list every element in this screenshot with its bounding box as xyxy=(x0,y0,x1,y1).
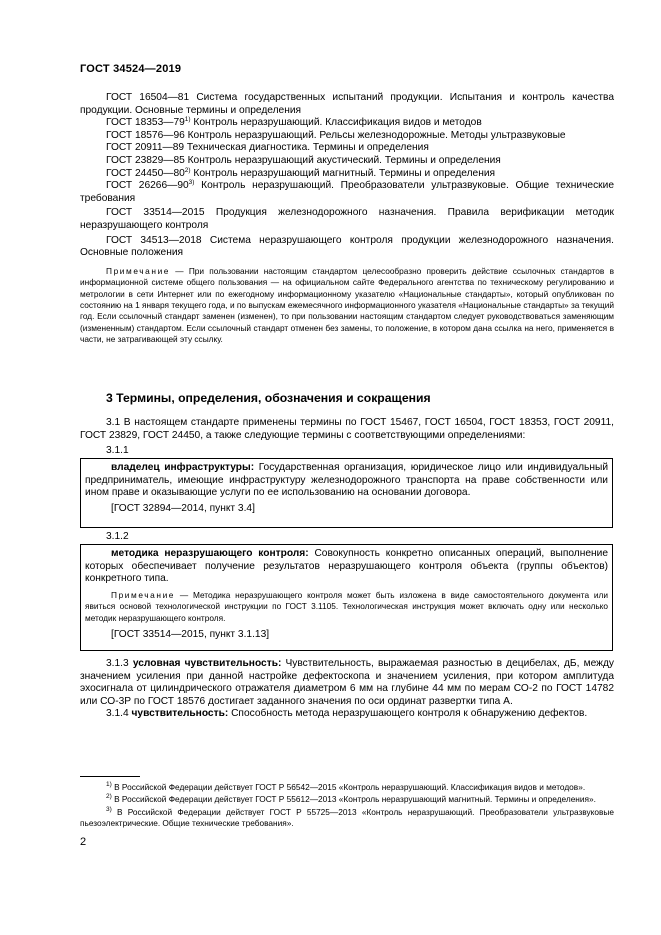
normative-references-list xyxy=(80,92,614,346)
term-name: условная чувствительность: xyxy=(132,658,282,669)
reference-item: ГОСТ 16504—81 Система государственных испытаний продукции. Испытания и контроль качества продукции. Основные термины и определения xyxy=(80,92,614,116)
term-conditional-sensitivity: 3.1.3 условная чувствительность: Чувствительность, выражаемая разностью в децибелах, дБ, между значением усиления при данной настройке дефектоскопа и значением усиления, при котором амплитуда эхосигнала от цилиндрического отражателя диаметром 6 мм на глубине 44 мм по мерам СО-2 по ГОСТ 14782 или СО-3Р по ГОСТ 18576 достигает заданного значения по оси ординат развертки типа А. 3.1.4 чувствительность: Способность метода неразрушающего контроля к обнаружению дефектов. xyxy=(80,658,614,720)
term-name: методика неразрушающего контроля: xyxy=(111,548,309,559)
term-definition: методика неразрушающего контроля: Совокупность конкретно описанных операций, выполнение которых обеспечивает получение результатов неразрушающего контроля объекта (группы объектов) конкретного типа. xyxy=(85,548,608,585)
footnote: $^{2)}$ В Российской Федерации действует ГОСТ Р 55612—2013 «Контроль неразрушающий магнитный. Термины и определения». xyxy=(106,793,596,805)
term-number: 3.1.2 xyxy=(106,531,129,542)
reference-item: ГОСТ 24450—80$^{2)}$ Контроль неразрушающий магнитный. Термины и определения xyxy=(106,166,496,179)
note-label: Примечание xyxy=(111,589,176,600)
term-source-ref: [ГОСТ 32894—2014, пункт 3.4] xyxy=(111,502,255,514)
reference-item: ГОСТ 18353—79$^{1)}$ Контроль неразрушающий. Классификация видов и методов xyxy=(106,116,482,129)
term-number: 3.1.1 xyxy=(106,445,129,456)
term-source-ref: [ГОСТ 33514—2015, пункт 3.1.13] xyxy=(111,629,270,640)
reference-item: ГОСТ 20911—89 Техническая диагностика. Термины и определения xyxy=(106,142,429,154)
term-name: чувствительность: xyxy=(131,708,229,720)
footnote: $^{3)}$ В Российской Федерации действует ГОСТ Р 55725—2013 «Контроль неразрушающий. Преобразователи ультразвуковые пьезоэлектрические. Общие технические требования». xyxy=(80,805,614,829)
footnote: $^{1)}$ В Российской Федерации действует ГОСТ Р 56542—2015 «Контроль неразрушающий. Классификация видов и методов». xyxy=(106,781,586,792)
running-header: ГОСТ 34524—2019 xyxy=(80,63,182,75)
reference-item: ГОСТ 26266—90$^{3)}$ Контроль неразрушающий. Преобразователи ультразвуковые. Общие технические требования xyxy=(80,179,614,204)
reference-item: ГОСТ 23829—85 Контроль неразрушающий акустический. Термины и определения xyxy=(106,154,501,166)
reference-item: ГОСТ 34513—2018 Система неразрушающего контроля продукции железнодорожного назначения. Основные положения xyxy=(80,234,614,259)
footnotes xyxy=(80,782,614,831)
footnote-marker: 2) xyxy=(184,166,191,174)
page-number: 2 xyxy=(80,836,87,848)
term-definition: владелец инфраструктуры: Государственная организация, юридическое лицо или индивидуальный предприниматель, имеющие инфраструктуру железнодорожного транспорта на праве собственности или ином праве и оказывающие услуги по ее использованию на основании договора. xyxy=(85,462,609,499)
footnote-marker: 1) xyxy=(184,116,191,124)
reference-item: ГОСТ 33514—2015 Продукция железнодорожного назначения. Правила верификации методик неразрушающего контроля xyxy=(80,207,614,231)
section-intro: 3.1 В настоящем стандарте применены термины по ГОСТ 15467, ГОСТ 16504, ГОСТ 18353, ГОСТ 20911, ГОСТ 23829, ГОСТ 24450, а также следующие термины с соответствующими определениями: xyxy=(80,417,614,441)
note-paragraph: Примечание — При пользовании настоящим стандартом целесообразно проверить действие ссылочных стандартов в информационной системе общего пользования — на официальном сайте Федерального агентства по техническому регулированию и метрологии в сети Интернет или по ежегодному информационному указателю «Национальные стандарты», который опубликован по состоянию на 1 января текущего года, и по выпускам ежемесячного информационного указателя «Национальные стандарты» за текущий год. Если ссылочный стандарт заменен (изменен), то при пользовании настоящим стандартом следует руководствоваться заменяющим (измененным) стандартом. Если ссылочный стандарт отменен без замены, то положение, в котором дана ссылка на него, применяется в части, не затрагивающей эту ссылку. xyxy=(80,265,614,345)
term-name: владелец инфраструктуры: xyxy=(111,462,255,473)
term-number: 3.1.4 xyxy=(106,708,129,720)
footnote-marker: 3) xyxy=(188,179,195,187)
section-heading: 3 Термины, определения, обозначения и сокращения xyxy=(106,391,431,405)
term-box-ndt-method xyxy=(80,544,613,651)
footnote-separator xyxy=(80,776,140,777)
term-box-infrastructure-owner xyxy=(80,458,613,528)
term-sensitivity: 3.1.4 чувствительность: Способность метода неразрушающего контроля к обнаружению дефектов. xyxy=(106,708,588,720)
reference-item: ГОСТ 18576—96 Контроль неразрушающий. Рельсы железнодорожные. Методы ультразвуковые xyxy=(106,129,566,141)
note-paragraph: Примечание — Методика неразрушающего контроля может быть изложена в виде самостоятельного документа или явиться основой технологической инструкции по ГОСТ 3.1105. Технологическая инструкция может включать одну или несколько методик неразрушающего контроля. xyxy=(85,589,608,623)
note-label: Примечание xyxy=(106,265,171,276)
term-number: 3.1.3 xyxy=(106,658,129,669)
